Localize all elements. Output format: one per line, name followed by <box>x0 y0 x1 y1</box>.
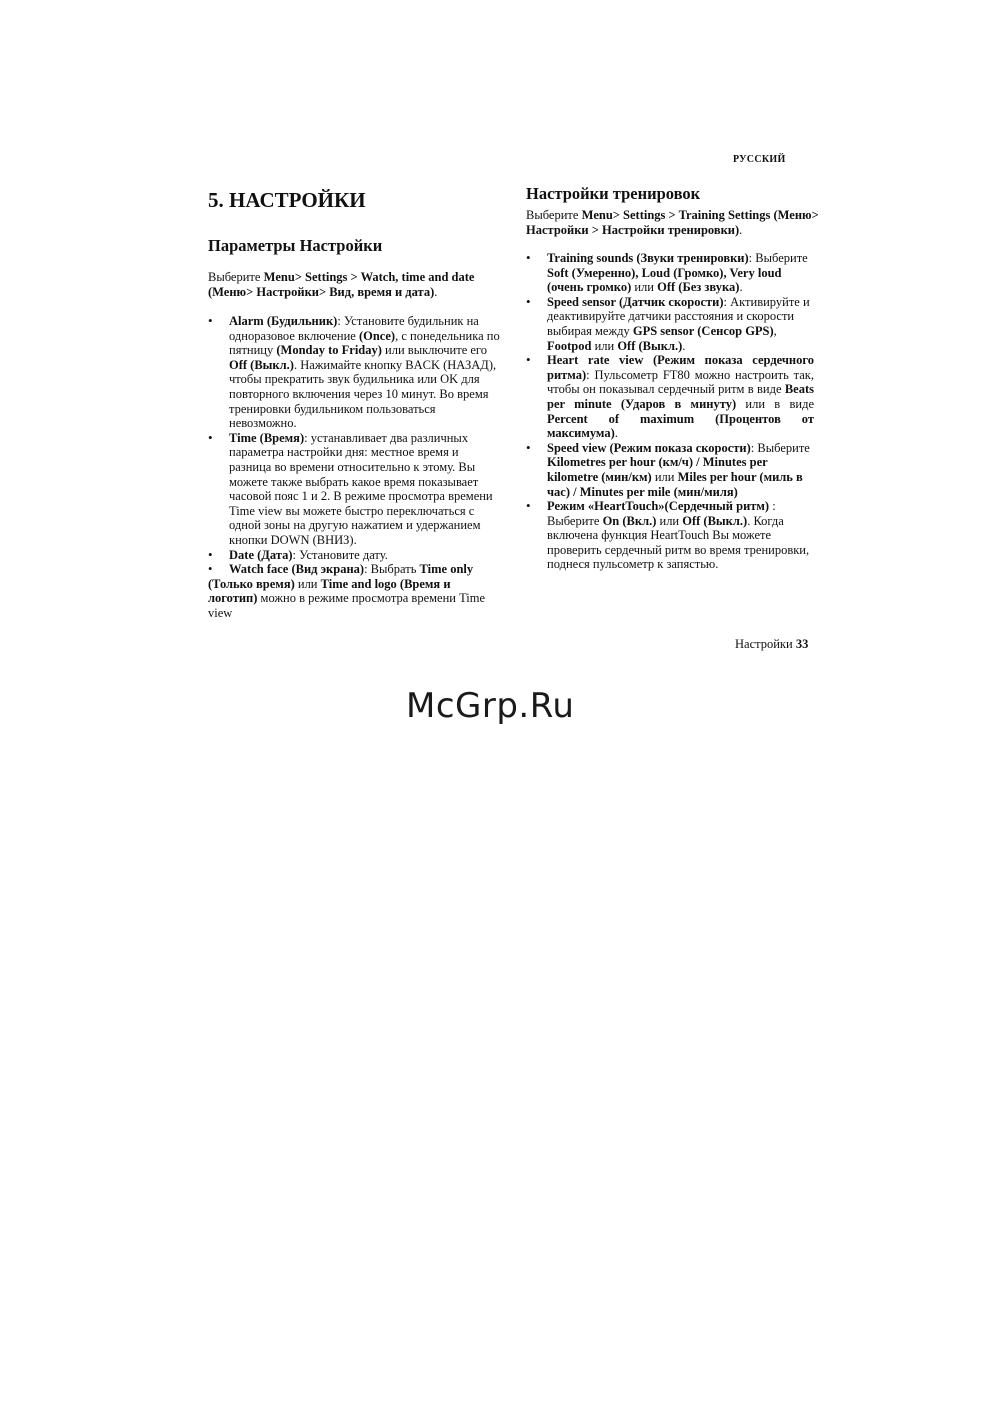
speed-view-miles: Miles per hour (миль в час) / Minutes per mile (мин/миля) <box>547 469 803 499</box>
watchface-text-3: можно в режиме просмотра времени Time view <box>208 591 486 620</box>
watchface-time-only: Time only (Только время) <box>208 562 474 591</box>
alarm-text-1: : Установите будильник на одноразовое включение <box>229 314 479 343</box>
watch-settings-list <box>208 314 500 620</box>
alarm-text-2: , с понедельника по пятницу <box>229 328 500 358</box>
term-speed-view: Speed view (Режим показа скорости) <box>547 440 751 455</box>
list-item-hearttouch <box>526 499 814 572</box>
intro-suffix: . <box>739 222 743 237</box>
training-settings-list <box>526 251 814 572</box>
speed-sensor-gps: GPS sensor (Сенсор GPS) <box>632 323 774 338</box>
bullet-mark: • <box>208 562 213 577</box>
date-text: : Установите дату. <box>292 547 388 562</box>
hr-view-bpm: Beats per minute (Ударов в минуту) <box>547 382 814 411</box>
speed-view-text-1: : Выберите <box>750 440 810 455</box>
section-title-parameters: Параметры Настройки <box>208 236 383 255</box>
sounds-off: Off (Без звука) <box>657 280 740 295</box>
intro-prefix: Выберите <box>208 270 264 284</box>
intro-menu-path: Menu> Settings > Watch, time and date (Меню> Настройки> Вид, время и дата) <box>208 270 475 299</box>
speed-view-text-2: или <box>651 469 678 484</box>
watchface-text-1: : Выбрать <box>364 562 420 577</box>
intro-training-settings <box>526 208 826 237</box>
list-item-heart-rate-view <box>526 353 814 441</box>
intro-menu-path: Menu> Settings > Training Settings (Меню> Настройки > Настройки тренировки) <box>526 208 819 237</box>
intro-suffix: . <box>434 284 438 299</box>
list-item-alarm <box>208 314 500 431</box>
list-item-speed-sensor <box>526 295 814 353</box>
speed-sensor-off: Off (Выкл.) <box>617 338 683 353</box>
sounds-text-1: : Выберите <box>748 251 808 265</box>
time-text: : устанавливает два различных параметра настройки дня: местное время и разница во времени относительно к этому. Вы можете также выбрать какое время показывает часовой пояс 1 и 2. В режиме просмотра времени Time view вы можете быстро переключаться с одной зоны на другую нажатием и удержанием кнопки DOWN (ВНИЗ). <box>229 430 493 547</box>
term-watch-face: Watch face (Вид экрана) <box>229 562 365 577</box>
watermark-logo: McGrp.Ru <box>406 686 575 726</box>
speed-sensor-text-3: или <box>591 338 618 353</box>
term-date: Date (Дата) <box>229 547 293 562</box>
speed-sensor-text-2: , <box>773 323 777 338</box>
section-title-training: Настройки тренировок <box>526 184 701 203</box>
hr-view-percent: Percent of maximum (Процентов от максимума) <box>547 411 814 441</box>
hearttouch-on: On (Вкл.) <box>602 513 657 528</box>
page-number: 33 <box>795 637 809 651</box>
list-item-training-sounds <box>526 251 814 295</box>
hr-view-text-2: или в виде <box>736 396 814 411</box>
hearttouch-text-2: или <box>656 513 683 528</box>
term-alarm: Alarm (Будильник) <box>229 314 338 328</box>
alarm-monday-friday: (Monday to Friday) <box>276 343 382 358</box>
list-item-date <box>208 548 500 563</box>
footer-label: Настройки <box>735 637 796 651</box>
language-header: РУССКИЙ <box>733 154 786 165</box>
alarm-text-4: . Нажимайте кнопку BACK (НАЗАД), чтобы прекратить звук будильника или OK для повторного включения через 10 минут. Во время тренировки будильником пользоваться невозможно. <box>229 357 497 431</box>
term-time: Time (Время) <box>229 430 305 445</box>
term-speed-sensor: Speed sensor (Датчик скорости) <box>547 294 724 309</box>
alarm-text-3: или выключите его <box>381 343 487 358</box>
hr-view-text-3: . <box>614 426 618 441</box>
term-heart-rate-view: Heart rate view (Режим показа сердечного ритма) <box>547 353 814 382</box>
sounds-text-3: . <box>739 280 743 295</box>
alarm-once: (Once) <box>358 328 396 343</box>
hr-view-text-1: : Пульсометр FT80 можно настроить так, чтобы он показывал сердечный ритм в виде <box>547 367 814 397</box>
alarm-off: Off (Выкл.) <box>229 357 294 372</box>
list-item-watch-face <box>208 562 500 620</box>
chapter-title: 5. НАСТРОЙКИ <box>208 188 366 212</box>
hearttouch-text-3: . Когда включена функция HeartTouch Вы можете проверить сердечный ритм во время тренировки, поднеся пульсометр к запястью. <box>547 513 810 572</box>
hearttouch-text-1: : Выберите <box>547 499 776 528</box>
term-training-sounds: Training sounds (Звуки тренировки) <box>547 251 749 265</box>
sounds-text-2: или <box>631 280 658 295</box>
watchface-time-logo: Time and logo (Время и логотип) <box>208 576 451 606</box>
hearttouch-off: Off (Выкл.) <box>682 513 748 528</box>
term-hearttouch: Режим «HeartTouch»(Сердечный ритм) <box>547 499 770 514</box>
page-footer <box>735 637 808 652</box>
speed-sensor-footpod: Footpod <box>547 338 592 353</box>
intro-watch-settings <box>208 270 508 299</box>
sounds-options: Soft (Умеренно), Loud (Громко), Very loud (очень громко) <box>547 265 782 295</box>
speed-sensor-text-1: : Активируйте и деактивируйте датчики расстояния и скорости выбирая между <box>547 294 810 338</box>
speed-view-km: Kilometres per hour (км/ч) / Minutes per kilometre (мин/км) <box>547 455 768 484</box>
list-item-speed-view <box>526 441 814 499</box>
speed-sensor-text-4: . <box>682 338 686 353</box>
intro-prefix: Выберите <box>526 208 582 222</box>
watchface-text-2: или <box>294 576 321 591</box>
list-item-time <box>208 431 500 548</box>
